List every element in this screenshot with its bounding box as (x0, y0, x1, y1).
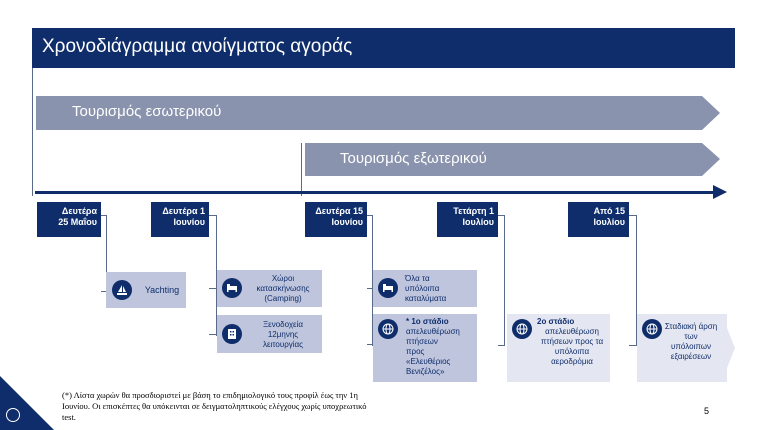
stage2-title: 2ο στάδιο (537, 317, 575, 326)
foreign-tourism-label: Τουρισμός εξωτερικού (340, 150, 487, 167)
connector-june-1 (209, 215, 217, 336)
milestone-date: Ιουλίου (462, 217, 494, 227)
timeline-axis (35, 191, 715, 194)
card-hotels (217, 315, 322, 353)
start-line-foreign (301, 143, 302, 196)
bed-icon (222, 278, 242, 298)
connector-camping (209, 288, 216, 290)
milestone-date: 25 Μαΐου (58, 217, 97, 227)
yachting-label: Yachting (144, 285, 180, 295)
globe-icon (378, 319, 398, 339)
milestone-july-1 (437, 202, 498, 237)
milestone-date: Ιουνίου (331, 217, 363, 227)
globe-icon (642, 319, 662, 339)
page-title: Χρονοδιάγραμμα ανοίγματος αγοράς (42, 36, 353, 57)
milestone-june-1 (151, 202, 209, 237)
card-yachting (106, 272, 186, 308)
globe-icon (512, 319, 532, 339)
stage1-title: * 1ο στάδιο (406, 317, 449, 326)
milestone-may-25 (37, 202, 101, 237)
building-icon (222, 324, 242, 344)
card-remaining-accommodation (373, 270, 477, 307)
card-stage2 (507, 314, 610, 382)
connector-accommodation (367, 288, 372, 290)
stage2-body: απελευθέρωση πτήσεων προς τα υπόλοιπα αεροδρόμια (540, 327, 604, 366)
connector-hotels (209, 334, 216, 336)
domestic-tourism-label: Τουρισμός εσωτερικού (72, 103, 222, 120)
hotels-label: Ξενοδοχεία 12μηνης λειτουργίας (262, 320, 304, 349)
gradual-label: Σταδιακή άρση των υπόλοιπων εξαιρέσεων (664, 322, 718, 361)
milestone-day: Δευτέρα 15 (315, 206, 363, 216)
connector-stage1 (367, 344, 372, 346)
corner-decoration (0, 376, 54, 430)
connector-stage2 (498, 215, 505, 346)
timeline-arrowhead (713, 185, 727, 199)
connector-gradual (629, 215, 637, 346)
milestone-date: Ιουνίου (173, 217, 205, 227)
milestone-day: Από 15 (593, 206, 625, 216)
milestone-date: Ιουλίου (593, 217, 625, 227)
sailboat-icon (112, 280, 132, 300)
milestone-day: Τετάρτη 1 (453, 206, 494, 216)
milestone-july-15 (568, 202, 629, 237)
milestone-day: Δευτέρα (61, 206, 97, 216)
card-stage1 (373, 314, 477, 382)
page-number: 5 (704, 406, 710, 416)
stage1-body: απελευθέρωση πτήσεων προς «Ελευθέριος Βενιζέλος» (406, 327, 460, 376)
milestone-day: Δευτέρα 1 (162, 206, 205, 216)
footnote: (*) Λίστα χωρών θα προσδιοριστεί με βάση το επιδημιολογικό τους προφίλ έως την 1η Ιουνίου. Οι επισκέπτες θα υπόκεινται σε δειγματοληπτικούς ελέγχους χωρίς υποχρεωτικό test. (62, 390, 367, 422)
start-line-domestic (32, 68, 33, 196)
camping-label: Χώροι κατασκήνωσης (Camping) (256, 274, 310, 303)
milestone-june-15 (305, 202, 367, 237)
emblem-icon (6, 408, 20, 422)
bed-icon (378, 278, 398, 298)
accommodation-label: Όλα τα υπόλοιπα καταλύματα (405, 274, 447, 303)
card-camping (217, 270, 322, 307)
